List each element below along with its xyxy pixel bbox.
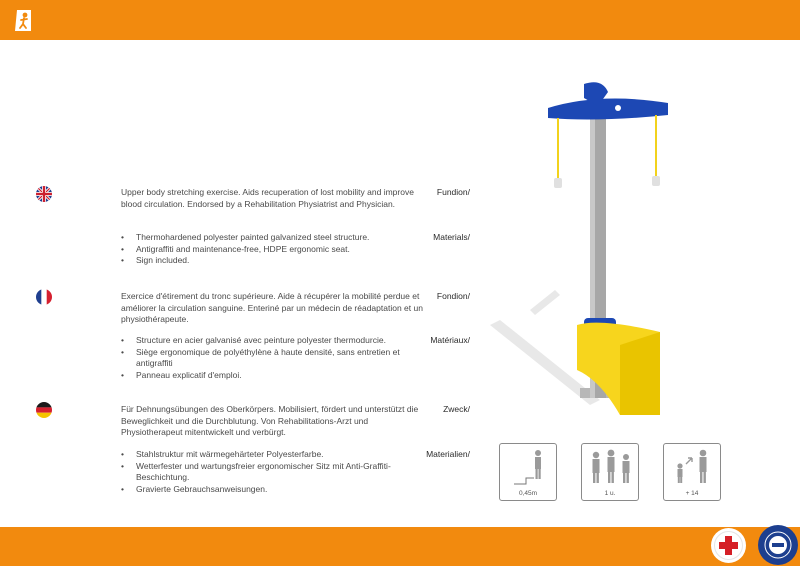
function-text: Exercice d'étirement du tronc supérieure. Aide à récupérer la mobilité perdue et améliorer la circulation sanguine. Enteriné par un médecin de réadaptation et un physiothérapeute. bbox=[121, 291, 423, 324]
materials-list bbox=[121, 232, 426, 267]
materials-label: Matériaux/ bbox=[430, 335, 470, 345]
top-bar bbox=[0, 0, 800, 40]
materials-label: Materials/ bbox=[433, 232, 470, 242]
product-illustration bbox=[480, 70, 720, 430]
red-cross-icon bbox=[711, 528, 746, 563]
user-group-icon bbox=[581, 443, 639, 501]
list-item: • Gravierte Gebrauchsanweisungen. bbox=[121, 484, 426, 496]
list-item: • Panneau explicatif d'emploi. bbox=[121, 370, 426, 382]
bottom-bar bbox=[0, 527, 800, 566]
age-range-icon bbox=[663, 443, 721, 501]
list-item: • Structure en acier galvanisé avec peinture polyester thermodurcie. bbox=[121, 335, 426, 347]
age-caption: + 14 bbox=[685, 490, 699, 497]
brand-figure-icon bbox=[9, 7, 37, 34]
list-item: • Sign included. bbox=[121, 255, 426, 267]
germany-flag-icon bbox=[36, 402, 52, 418]
user-count-caption: 1 u. bbox=[604, 490, 616, 497]
tuv-certification-icon bbox=[758, 525, 798, 565]
materials-list bbox=[121, 449, 426, 495]
fall-height-caption: 0,45m bbox=[518, 490, 538, 497]
list-item: • Siège ergonomique de polyéthylène à haute densité, sans entretien et antigraffiti bbox=[121, 347, 426, 370]
materials-label: Materialien/ bbox=[426, 449, 470, 459]
list-item: • Thermohardened polyester painted galvanized steel structure. bbox=[121, 232, 426, 244]
list-item: • Wetterfester und wartungsfreier ergonomischer Sitz mit Anti-Graffiti-Beschichtung. bbox=[121, 461, 426, 484]
list-item: • Stahlstruktur mit wärmegehärteter Polyesterfarbe. bbox=[121, 449, 426, 461]
fall-height-icon bbox=[499, 443, 557, 501]
function-label: Fundion/ bbox=[436, 187, 470, 197]
materials-list bbox=[121, 335, 426, 381]
list-item: • Antigraffiti and maintenance-free, HDPE ergonomic seat. bbox=[121, 244, 426, 256]
function-label: Fondion/ bbox=[436, 291, 470, 301]
france-flag-icon bbox=[36, 289, 52, 305]
function-text: Upper body stretching exercise. Aids recuperation of lost mobility and improve blood circulation. Endorsed by a Rehabilitation Physiatrist and Physician. bbox=[121, 187, 414, 209]
function-text: Für Dehnungsübungen des Oberkörpers. Mobilisiert, fördert und unterstützt die Beweglichkeit und die Durchblutung. Von Rehabilitations-Arzt und Physiotherapeut mitentwickelt und verbürgt. bbox=[121, 404, 419, 437]
function-label: Zweck/ bbox=[443, 404, 470, 414]
uk-flag-icon bbox=[36, 186, 52, 202]
